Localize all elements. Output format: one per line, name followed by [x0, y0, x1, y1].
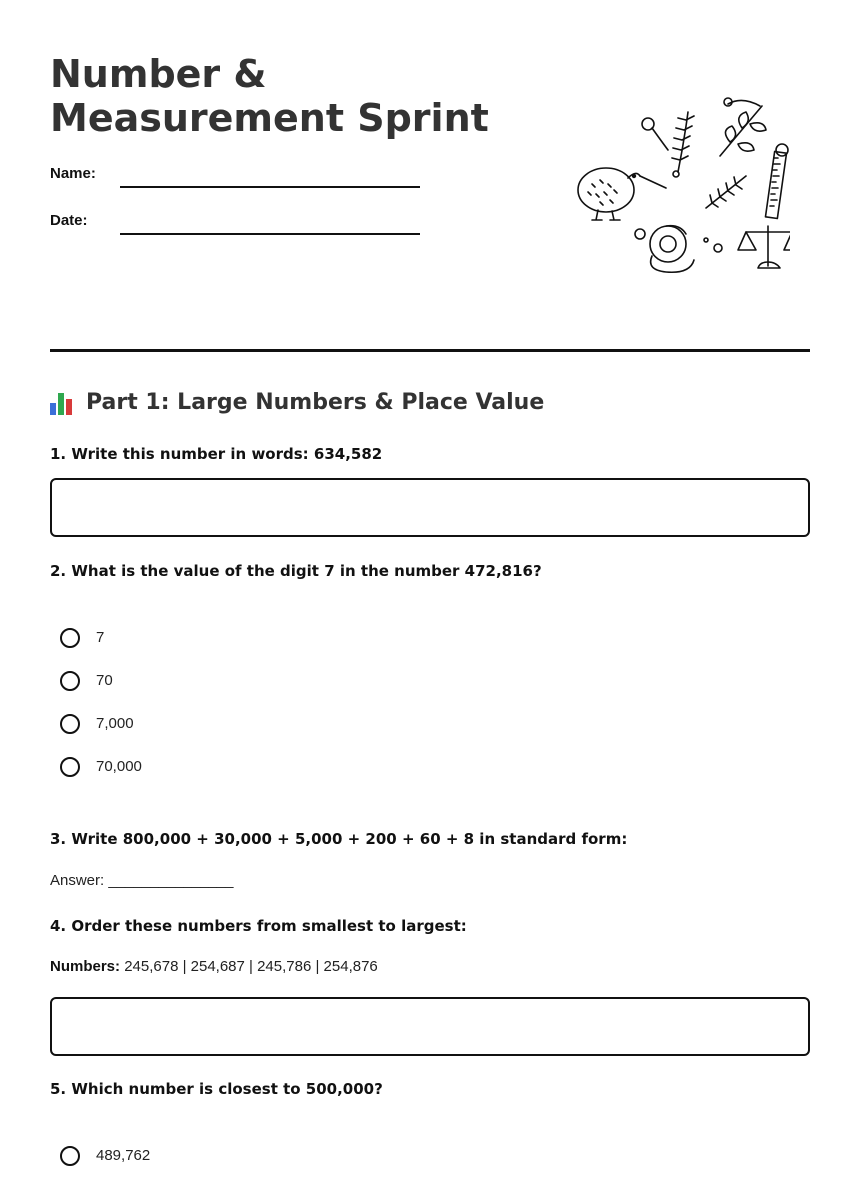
- radio-button[interactable]: [60, 628, 80, 648]
- q5-option[interactable]: [60, 1134, 150, 1177]
- question-2: 2. What is the value of the digit 7 in the number 472,816?: [50, 562, 542, 580]
- bird-head-icon: [642, 118, 668, 150]
- answer-box-q1[interactable]: [50, 478, 810, 537]
- title-line-2: Measurement Sprint: [50, 96, 489, 140]
- q3-answer-line[interactable]: Answer: _______________: [50, 872, 234, 889]
- date-field: [50, 212, 430, 242]
- fern-diagonal-icon: [706, 176, 746, 208]
- answer-box-q4[interactable]: [50, 997, 810, 1056]
- q2-option[interactable]: [60, 616, 142, 659]
- q4-numbers-list: 245,678 | 254,687 | 245,786 | 254,876: [124, 958, 378, 975]
- bar-chart-icon: [50, 391, 72, 415]
- date-label: Date:: [50, 212, 88, 229]
- q2-options: [60, 616, 142, 788]
- question-1: 1. Write this number in words: 634,582: [50, 445, 383, 463]
- name-line[interactable]: [120, 186, 420, 188]
- radio-button[interactable]: [60, 757, 80, 777]
- radio-button[interactable]: [60, 714, 80, 734]
- option-label: 70: [96, 672, 113, 689]
- illustration: [570, 92, 790, 282]
- question-4: 4. Order these numbers from smallest to largest:: [50, 917, 467, 935]
- q4-numbers-label: Numbers:: [50, 958, 121, 975]
- page-title: [50, 52, 490, 140]
- question-5: 5. Which number is closest to 500,000?: [50, 1080, 383, 1098]
- section-heading-text: Part 1: Large Numbers & Place Value: [86, 390, 545, 415]
- leaf-branch-icon: [720, 100, 766, 156]
- radio-button[interactable]: [60, 671, 80, 691]
- q5-options: [60, 1134, 150, 1177]
- name-field: [50, 165, 430, 195]
- tape-measure-icon: [650, 226, 694, 273]
- option-label: 7,000: [96, 715, 134, 732]
- date-line[interactable]: [120, 233, 420, 235]
- option-label: 7: [96, 629, 105, 646]
- q4-numbers: [50, 958, 378, 975]
- option-label: 489,762: [96, 1147, 151, 1164]
- q2-option[interactable]: [60, 745, 142, 788]
- kiwi-bird-icon: [578, 168, 666, 220]
- section-heading-part-1: [50, 390, 544, 415]
- title-line-1: Number &: [50, 52, 267, 96]
- balance-scale-icon: [738, 226, 790, 268]
- fern-icon: [672, 112, 694, 177]
- q2-option[interactable]: [60, 659, 142, 702]
- header-divider: [50, 349, 810, 352]
- radio-button[interactable]: [60, 1146, 80, 1166]
- ruler-icon: [765, 151, 786, 218]
- q2-option[interactable]: [60, 702, 142, 745]
- name-label: Name:: [50, 165, 96, 182]
- question-3: 3. Write 800,000 + 30,000 + 5,000 + 200 + 60 + 8 in standard form:: [50, 830, 628, 848]
- option-label: 70,000: [96, 758, 142, 775]
